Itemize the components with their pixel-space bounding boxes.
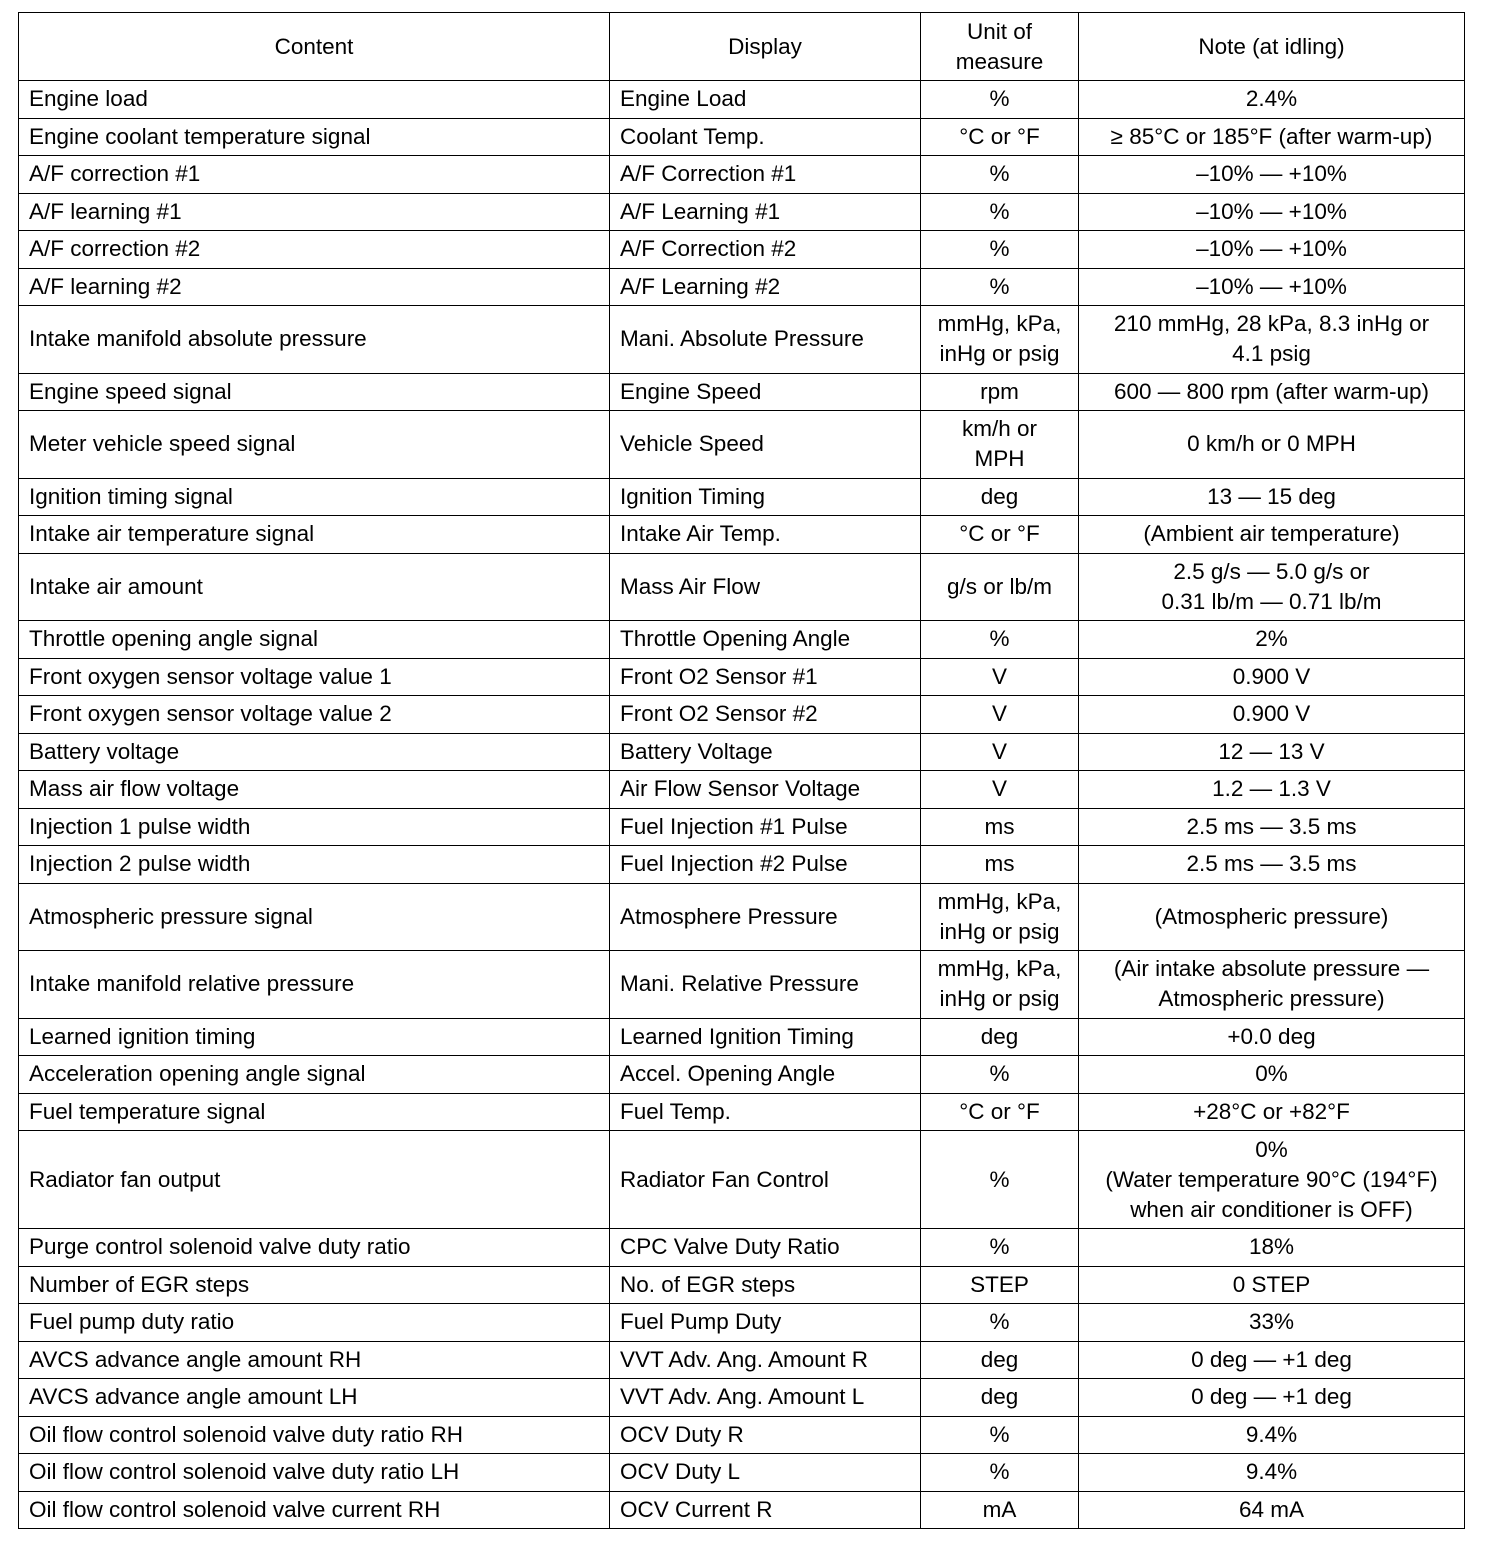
cell-unit: V (921, 771, 1079, 809)
cell-note: 2.4% (1079, 81, 1465, 119)
table-row (19, 478, 1465, 516)
cell-content: Learned ignition timing (19, 1018, 610, 1056)
cell-unit: % (921, 1416, 1079, 1454)
cell-display: Engine Load (610, 81, 921, 119)
cell-note: 12 — 13 V (1079, 733, 1465, 771)
cell-note: 0 km/h or 0 MPH (1079, 411, 1465, 479)
cell-note: 9.4% (1079, 1416, 1465, 1454)
table-row (19, 81, 1465, 119)
cell-unit: % (921, 193, 1079, 231)
cell-display: Fuel Pump Duty (610, 1304, 921, 1342)
cell-content: Intake manifold absolute pressure (19, 306, 610, 374)
cell-content: A/F learning #2 (19, 268, 610, 306)
cell-content: Purge control solenoid valve duty ratio (19, 1229, 610, 1267)
cell-unit: g/s or lb/m (921, 553, 1079, 621)
cell-note: 0 deg — +1 deg (1079, 1341, 1465, 1379)
cell-display: Fuel Injection #2 Pulse (610, 846, 921, 884)
cell-content: Engine speed signal (19, 373, 610, 411)
cell-display: Throttle Opening Angle (610, 621, 921, 659)
cell-note: 33% (1079, 1304, 1465, 1342)
cell-unit: % (921, 1454, 1079, 1492)
cell-content: Meter vehicle speed signal (19, 411, 610, 479)
table-row (19, 951, 1465, 1019)
cell-content: Front oxygen sensor voltage value 1 (19, 658, 610, 696)
cell-display: No. of EGR steps (610, 1266, 921, 1304)
cell-content: Injection 2 pulse width (19, 846, 610, 884)
data-table (18, 12, 1465, 1529)
cell-content: Engine load (19, 81, 610, 119)
table-row (19, 808, 1465, 846)
cell-note: 2.5 ms — 3.5 ms (1079, 808, 1465, 846)
cell-unit: V (921, 658, 1079, 696)
cell-note: +0.0 deg (1079, 1018, 1465, 1056)
cell-display: OCV Duty L (610, 1454, 921, 1492)
cell-content: Oil flow control solenoid valve duty ratio RH (19, 1416, 610, 1454)
cell-content: Throttle opening angle signal (19, 621, 610, 659)
cell-display: Fuel Injection #1 Pulse (610, 808, 921, 846)
table-row (19, 1056, 1465, 1094)
cell-note: 1.2 — 1.3 V (1079, 771, 1465, 809)
cell-note: 0% (Water temperature 90°C (194°F) when air conditioner is OFF) (1079, 1131, 1465, 1229)
cell-note: 18% (1079, 1229, 1465, 1267)
cell-unit: km/h or MPH (921, 411, 1079, 479)
table-row (19, 733, 1465, 771)
cell-unit: % (921, 231, 1079, 269)
cell-content: Ignition timing signal (19, 478, 610, 516)
cell-unit: V (921, 733, 1079, 771)
cell-unit: % (921, 156, 1079, 194)
table-row (19, 268, 1465, 306)
cell-display: Mani. Relative Pressure (610, 951, 921, 1019)
table-body (19, 81, 1465, 1529)
cell-note: –10% — +10% (1079, 231, 1465, 269)
cell-note: 64 mA (1079, 1491, 1465, 1529)
cell-display: Coolant Temp. (610, 118, 921, 156)
cell-display: Radiator Fan Control (610, 1131, 921, 1229)
table-row (19, 553, 1465, 621)
table-row (19, 1266, 1465, 1304)
cell-note: (Air intake absolute pressure — Atmospheric pressure) (1079, 951, 1465, 1019)
table-row (19, 621, 1465, 659)
table-row (19, 846, 1465, 884)
table-row (19, 1454, 1465, 1492)
table-row (19, 1416, 1465, 1454)
cell-unit: % (921, 1229, 1079, 1267)
table-row (19, 658, 1465, 696)
table-row (19, 883, 1465, 951)
cell-note: –10% — +10% (1079, 193, 1465, 231)
cell-content: Intake air amount (19, 553, 610, 621)
cell-note: 0.900 V (1079, 696, 1465, 734)
cell-display: A/F Correction #1 (610, 156, 921, 194)
cell-note: 2.5 g/s — 5.0 g/s or 0.31 lb/m — 0.71 lb/m (1079, 553, 1465, 621)
header-row (19, 13, 1465, 81)
cell-display: OCV Current R (610, 1491, 921, 1529)
table-row (19, 1131, 1465, 1229)
table-row (19, 771, 1465, 809)
table-row (19, 306, 1465, 374)
table-row (19, 373, 1465, 411)
header-note: Note (at idling) (1079, 13, 1465, 81)
cell-content: Oil flow control solenoid valve duty ratio LH (19, 1454, 610, 1492)
cell-unit: % (921, 1056, 1079, 1094)
table-row (19, 1304, 1465, 1342)
cell-unit: deg (921, 478, 1079, 516)
cell-note: 600 — 800 rpm (after warm-up) (1079, 373, 1465, 411)
table-row (19, 1379, 1465, 1417)
cell-unit: % (921, 268, 1079, 306)
cell-display: Intake Air Temp. (610, 516, 921, 554)
cell-content: Radiator fan output (19, 1131, 610, 1229)
cell-content: Number of EGR steps (19, 1266, 610, 1304)
cell-display: Atmosphere Pressure (610, 883, 921, 951)
cell-note: +28°C or +82°F (1079, 1093, 1465, 1131)
cell-display: Accel. Opening Angle (610, 1056, 921, 1094)
cell-note: 0.900 V (1079, 658, 1465, 696)
table-row (19, 118, 1465, 156)
table-row (19, 1229, 1465, 1267)
cell-content: A/F learning #1 (19, 193, 610, 231)
cell-note: 0 deg — +1 deg (1079, 1379, 1465, 1417)
cell-unit: % (921, 1304, 1079, 1342)
cell-content: Injection 1 pulse width (19, 808, 610, 846)
cell-unit: deg (921, 1341, 1079, 1379)
cell-note: 9.4% (1079, 1454, 1465, 1492)
cell-note: 0% (1079, 1056, 1465, 1094)
cell-display: Engine Speed (610, 373, 921, 411)
table-row (19, 696, 1465, 734)
cell-unit: % (921, 621, 1079, 659)
cell-content: Engine coolant temperature signal (19, 118, 610, 156)
cell-unit: rpm (921, 373, 1079, 411)
cell-unit: °C or °F (921, 1093, 1079, 1131)
cell-unit: % (921, 1131, 1079, 1229)
cell-display: A/F Learning #1 (610, 193, 921, 231)
header-unit: Unit of measure (921, 13, 1079, 81)
cell-unit: % (921, 81, 1079, 119)
cell-content: Intake manifold relative pressure (19, 951, 610, 1019)
cell-display: Front O2 Sensor #1 (610, 658, 921, 696)
table-row (19, 1018, 1465, 1056)
cell-content: AVCS advance angle amount RH (19, 1341, 610, 1379)
cell-unit: STEP (921, 1266, 1079, 1304)
cell-note: (Atmospheric pressure) (1079, 883, 1465, 951)
cell-display: Battery Voltage (610, 733, 921, 771)
cell-content: Mass air flow voltage (19, 771, 610, 809)
cell-display: Learned Ignition Timing (610, 1018, 921, 1056)
cell-note: 210 mmHg, 28 kPa, 8.3 inHg or 4.1 psig (1079, 306, 1465, 374)
cell-unit: mmHg, kPa, inHg or psig (921, 883, 1079, 951)
table-row (19, 516, 1465, 554)
cell-content: Intake air temperature signal (19, 516, 610, 554)
cell-unit: mA (921, 1491, 1079, 1529)
cell-content: Atmospheric pressure signal (19, 883, 610, 951)
cell-display: Air Flow Sensor Voltage (610, 771, 921, 809)
cell-display: Ignition Timing (610, 478, 921, 516)
header-display: Display (610, 13, 921, 81)
table-row (19, 1341, 1465, 1379)
cell-display: Fuel Temp. (610, 1093, 921, 1131)
cell-display: VVT Adv. Ang. Amount R (610, 1341, 921, 1379)
cell-content: AVCS advance angle amount LH (19, 1379, 610, 1417)
cell-unit: °C or °F (921, 118, 1079, 156)
cell-content: A/F correction #2 (19, 231, 610, 269)
table-row (19, 1491, 1465, 1529)
cell-unit: deg (921, 1018, 1079, 1056)
cell-display: VVT Adv. Ang. Amount L (610, 1379, 921, 1417)
cell-note: 2% (1079, 621, 1465, 659)
cell-display: Front O2 Sensor #2 (610, 696, 921, 734)
table-row (19, 411, 1465, 479)
cell-note: (Ambient air temperature) (1079, 516, 1465, 554)
cell-note: ≥ 85°C or 185°F (after warm-up) (1079, 118, 1465, 156)
table-row (19, 193, 1465, 231)
cell-content: Acceleration opening angle signal (19, 1056, 610, 1094)
cell-content: A/F correction #1 (19, 156, 610, 194)
cell-display: A/F Learning #2 (610, 268, 921, 306)
cell-note: –10% — +10% (1079, 268, 1465, 306)
table-row (19, 156, 1465, 194)
cell-unit: mmHg, kPa, inHg or psig (921, 951, 1079, 1019)
cell-unit: ms (921, 808, 1079, 846)
cell-display: OCV Duty R (610, 1416, 921, 1454)
cell-unit: deg (921, 1379, 1079, 1417)
cell-note: 13 — 15 deg (1079, 478, 1465, 516)
cell-display: Mass Air Flow (610, 553, 921, 621)
cell-unit: °C or °F (921, 516, 1079, 554)
cell-display: Vehicle Speed (610, 411, 921, 479)
table-row (19, 231, 1465, 269)
cell-note: –10% — +10% (1079, 156, 1465, 194)
cell-display: A/F Correction #2 (610, 231, 921, 269)
cell-unit: ms (921, 846, 1079, 884)
table-row (19, 1093, 1465, 1131)
cell-note: 0 STEP (1079, 1266, 1465, 1304)
cell-display: Mani. Absolute Pressure (610, 306, 921, 374)
cell-content: Fuel pump duty ratio (19, 1304, 610, 1342)
cell-display: CPC Valve Duty Ratio (610, 1229, 921, 1267)
cell-content: Oil flow control solenoid valve current RH (19, 1491, 610, 1529)
cell-content: Fuel temperature signal (19, 1093, 610, 1131)
cell-content: Front oxygen sensor voltage value 2 (19, 696, 610, 734)
cell-content: Battery voltage (19, 733, 610, 771)
header-content: Content (19, 13, 610, 81)
cell-note: 2.5 ms — 3.5 ms (1079, 846, 1465, 884)
cell-unit: mmHg, kPa, inHg or psig (921, 306, 1079, 374)
cell-unit: V (921, 696, 1079, 734)
